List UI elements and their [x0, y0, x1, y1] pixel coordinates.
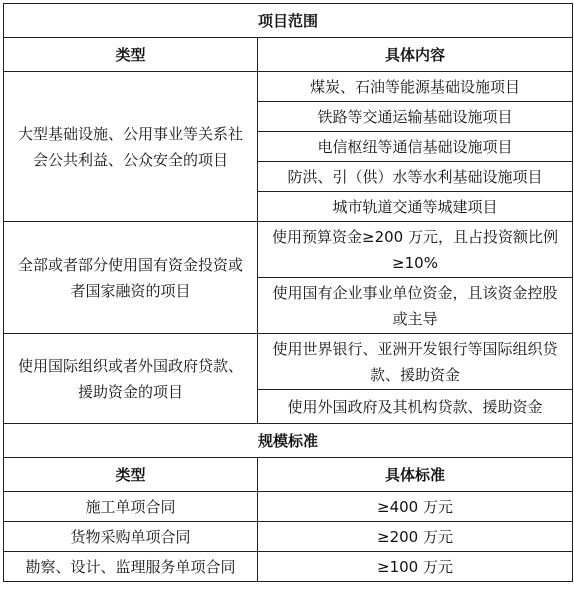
scale-row-2-standard: ≥200 万元 — [258, 522, 573, 552]
scope-group-3-item-1: 使用世界银行、亚洲开发银行等国际组织贷款、援助资金 — [258, 334, 573, 390]
table-row — [4, 334, 573, 390]
scale-section-title: 规模标准 — [4, 424, 573, 458]
scale-row-3-type: 勘察、设计、监理服务单项合同 — [4, 552, 258, 582]
scope-group-1-item-2: 铁路等交通运输基础设施项目 — [258, 102, 573, 132]
table-row — [4, 222, 573, 278]
scope-column-header-row — [4, 38, 573, 72]
table-row — [4, 552, 573, 582]
scope-group-1-item-4: 防洪、引（供）水等水利基础设施项目 — [258, 162, 573, 192]
table-row — [4, 492, 573, 522]
scale-section-header-row — [4, 424, 573, 458]
table-row — [4, 72, 573, 102]
scope-group-1-type: 大型基础设施、公用事业等关系社会公共利益、公众安全的项目 — [4, 72, 258, 222]
scope-group-3-item-2: 使用外国政府及其机构贷款、援助资金 — [258, 390, 573, 424]
scope-group-2-item-2: 使用国有企业事业单位资金，且该资金控股或主导 — [258, 278, 573, 334]
scale-row-3-standard: ≥100 万元 — [258, 552, 573, 582]
scope-group-3-type: 使用国际组织或者外国政府贷款、援助资金的项目 — [4, 334, 258, 424]
scale-col-standard-header: 具体标准 — [258, 458, 573, 492]
scope-section-title: 项目范围 — [4, 4, 573, 38]
scope-group-2-item-1: 使用预算资金≥200 万元，且占投资额比例≥10% — [258, 222, 573, 278]
project-scope-table — [3, 3, 573, 582]
scope-group-1-item-5: 城市轨道交通等城建项目 — [258, 192, 573, 222]
scope-col-content-header: 具体内容 — [258, 38, 573, 72]
scale-row-2-type: 货物采购单项合同 — [4, 522, 258, 552]
scope-group-2-type: 全部或者部分使用国有资金投资或者国家融资的项目 — [4, 222, 258, 334]
scope-group-1-item-3: 电信枢纽等通信基础设施项目 — [258, 132, 573, 162]
scale-row-1-type: 施工单项合同 — [4, 492, 258, 522]
scope-section-header-row — [4, 4, 573, 38]
scale-column-header-row — [4, 458, 573, 492]
table-row — [4, 522, 573, 552]
scope-col-type-header: 类型 — [4, 38, 258, 72]
scale-col-type-header: 类型 — [4, 458, 258, 492]
scale-row-1-standard: ≥400 万元 — [258, 492, 573, 522]
scope-group-1-item-1: 煤炭、石油等能源基础设施项目 — [258, 72, 573, 102]
